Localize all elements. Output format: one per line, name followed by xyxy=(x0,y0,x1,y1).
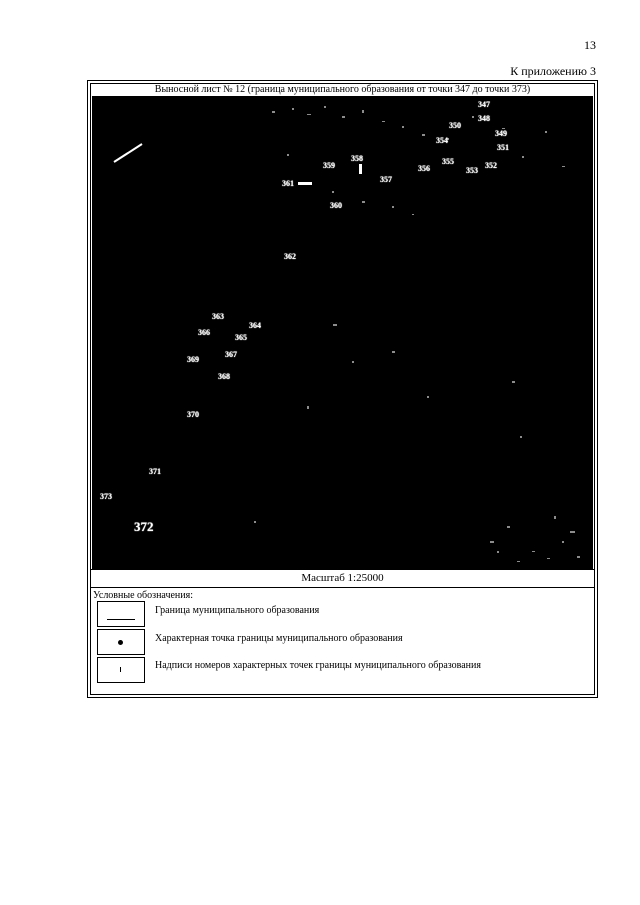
point-label-359: 359 xyxy=(323,161,335,170)
point-label-348: 348 xyxy=(478,114,490,123)
appendix-label: К приложению 3 xyxy=(510,64,596,78)
point-label-366: 366 xyxy=(198,328,210,337)
page-number: 13 xyxy=(584,38,596,52)
legend-title: Условные обозначения: xyxy=(93,590,194,601)
point-label-363: 363 xyxy=(212,312,224,321)
point-label-352: 352 xyxy=(485,161,497,170)
scale-divider xyxy=(90,569,595,570)
point-label-365: 365 xyxy=(235,333,247,342)
point-label-373: 373 xyxy=(100,492,112,501)
point-label-349: 349 xyxy=(495,129,507,138)
boundary-line-icon xyxy=(107,619,135,620)
point-label-347: 347 xyxy=(478,100,490,109)
point-label-369: 369 xyxy=(187,355,199,364)
legend-symbol-point xyxy=(97,629,145,655)
terrain-specks xyxy=(254,106,580,562)
point-dot-icon xyxy=(118,640,123,645)
point-label-351: 351 xyxy=(497,143,509,152)
point-label-368: 368 xyxy=(218,372,230,381)
point-label-367: 367 xyxy=(225,350,237,359)
point-label-370: 370 xyxy=(187,410,199,419)
point-label-355: 355 xyxy=(442,157,454,166)
boundary-marker xyxy=(298,182,312,185)
map-stroke xyxy=(114,144,142,162)
legend-item-boundary: Граница муниципального образования xyxy=(155,605,320,616)
point-label-362: 362 xyxy=(284,252,296,261)
legend-symbol-boundary-line xyxy=(97,601,145,627)
point-label-364: 364 xyxy=(249,321,261,330)
point-label-356: 356 xyxy=(418,164,430,173)
point-label-372: 372 xyxy=(134,519,154,534)
legend-item-point: Характерная точка границы муниципального образования xyxy=(155,633,403,644)
point-label-350: 350 xyxy=(449,121,461,130)
point-label-358: 358 xyxy=(351,154,363,163)
legend-item-labels: Надписи номеров характерных точек границы муниципального образования xyxy=(155,660,481,671)
point-label-357: 357 xyxy=(380,175,392,184)
label-tick-icon xyxy=(120,667,121,672)
point-label-361: 361 xyxy=(282,179,294,188)
map-features xyxy=(92,96,593,569)
boundary-marker xyxy=(359,164,362,174)
scale-label: Масштаб 1:25000 xyxy=(301,572,384,584)
legend-divider xyxy=(90,587,595,588)
sheet-title: Выносной лист № 12 (граница муниципального образования от точки 347 до точки 373) xyxy=(154,84,531,95)
map-image[interactable] xyxy=(92,96,593,569)
point-label-354: 354 xyxy=(436,136,448,145)
point-label-371: 371 xyxy=(149,467,161,476)
legend-symbol-label xyxy=(97,657,145,683)
point-label-360: 360 xyxy=(330,201,342,210)
point-label-353: 353 xyxy=(466,166,478,175)
